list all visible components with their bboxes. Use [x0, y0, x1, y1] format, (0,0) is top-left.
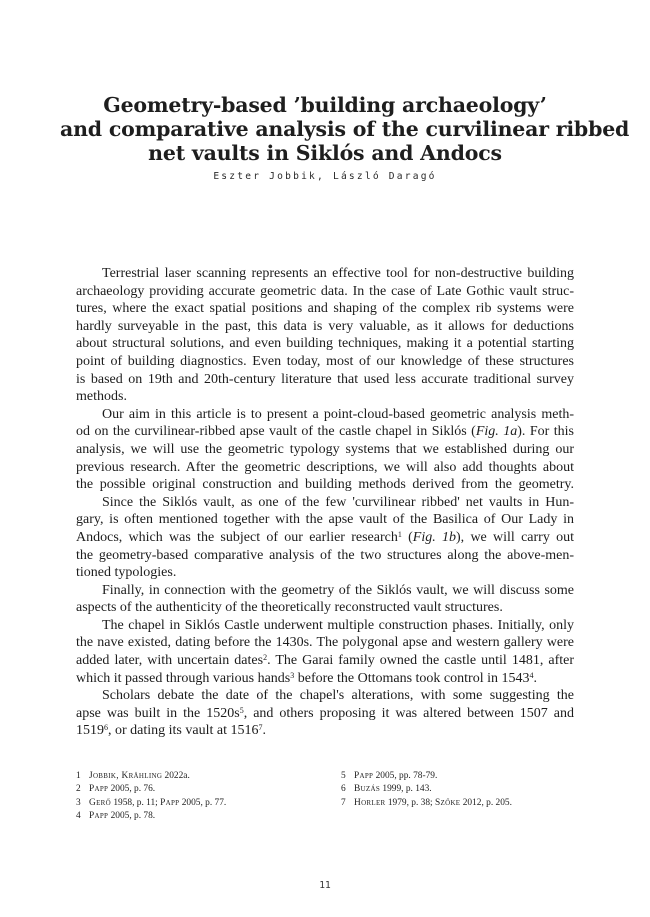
- footnote: 5 Papp 2005, pp. 78-79.: [341, 771, 438, 781]
- paragraph-3-line: Andocs, which was the subject of our earlier research$^1$ (Fig. 1b), we will carry out: [76, 529, 574, 545]
- paragraph-5-line: added later, with uncertain dates$^2$. The Garai family owned the castle until 1481, after: [76, 653, 574, 669]
- footnote-marker[interactable]: 6: [104, 723, 108, 733]
- paragraph-1-line: methods.: [76, 389, 127, 405]
- paragraph-3-line: Since the Siklós vault, as one of the few 'curvilinear ribbed' net vaults in Hun-: [102, 494, 574, 510]
- footnote: 2 Papp 2005, p. 76.: [76, 784, 156, 795]
- article-authors: Eszter Jobbik, László Daragó: [213, 171, 437, 182]
- paragraph-2-line: the possible original construction and building methods derived from the geometry.: [76, 477, 574, 493]
- figure-reference: Fig. 1b: [412, 529, 457, 545]
- figure-reference: Fig. 1a: [475, 424, 518, 440]
- footnote-marker[interactable]: 1: [397, 529, 402, 539]
- paragraph-1-line: Terrestrial laser scanning represents an effective tool for non-destructive building: [102, 266, 574, 281]
- paragraph-1-line: about structural solutions, and even building techniques, making it a potential starting: [76, 336, 574, 352]
- paragraph-3-line: tioned typologies.: [76, 565, 177, 581]
- paragraph-6-line: apse was built in the $1520s^5$, and others proposing it was altered between 1507 and: [76, 705, 575, 721]
- article-title: [60, 93, 630, 165]
- footnote-marker[interactable]: 2: [263, 653, 268, 663]
- paragraph-3-line: gary, is often mentioned together with the apse vault of the Basilica of Our Lady in: [76, 512, 574, 528]
- footnotes-right-column: [341, 770, 581, 810]
- footnote-marker[interactable]: 5: [239, 705, 244, 715]
- title-line-1: Geometry-based ’building archaeology’: [103, 93, 547, 117]
- page-number: 11: [319, 880, 331, 891]
- footnote: 1 Jobbik, Krähling 2022a.: [76, 771, 190, 781]
- title-line-2: and comparative analysis of the curvilinear ribbed: [60, 117, 630, 141]
- paragraph-2-line: Our aim in this article is to present a point-cloud-based geometric analysis meth-: [102, 406, 574, 422]
- footnote: 4 Papp 2005, p. 78.: [76, 811, 156, 822]
- paragraph-5-line: which it passed through various hands$^3$ before the Ottomans took control in 1543$^4$.: [76, 670, 537, 686]
- paragraph-3-line: the geometry-based comparative analysis of the two structures along the above-men-: [76, 547, 574, 563]
- paragraph-6-line: Scholars debate the date of the chapel's alterations, with some suggesting the: [102, 688, 574, 704]
- footnote-marker[interactable]: 7: [258, 723, 263, 733]
- paragraph-5-line: the nave existed, dating before the 1430s. The polygonal apse and western gallery were: [76, 635, 574, 651]
- footnote: 6 Buzás 1999, p. 143.: [341, 784, 432, 795]
- paragraph-2-line: previous research. After the geometric descriptions, we will also add thoughts about: [76, 459, 574, 475]
- footnotes-left-column: [76, 770, 336, 824]
- footnote: 3 Gerő 1958, p. 11; Papp 2005, p. 77.: [76, 797, 227, 808]
- paragraph-6-line: 1519$^6$, or dating its vault at 1516$^7$.: [76, 723, 266, 739]
- paragraph-4-line: aspects of the authenticity of the theoretically reconstructed vault structures.: [76, 600, 503, 616]
- paragraph-1-line: point of building diagnostics. Even today, most of our knowledge of these structures: [76, 353, 574, 369]
- footnote: 7 Horler 1979, p. 38; Szőke 2012, p. 205.: [341, 797, 512, 808]
- footnote-marker[interactable]: 4: [529, 670, 534, 680]
- paragraph-2-line: analysis, we will use the geometric typology systems that we established during our: [76, 441, 574, 457]
- title-line-3: net vaults in Siklós and Andocs: [148, 141, 502, 165]
- paragraph-1-line: tures, where the exact spatial positions and shaping of the complex rib systems were: [76, 301, 574, 317]
- body-text: [76, 265, 574, 740]
- paragraph-4-line: Finally, in connection with the geometry of the Siklós vault, we will discuss some: [102, 582, 574, 598]
- paragraph-5-line: The chapel in Siklós Castle underwent multiple construction phases. Initially, only: [102, 617, 574, 633]
- footnote-marker[interactable]: 3: [290, 670, 295, 680]
- paragraph-2-line: od on the curvilinear-ribbed apse vault of the castle chapel in Siklós (Fig. 1a). For this: [76, 424, 574, 440]
- paragraph-1-line: archaeology providing accurate geometric data. In the case of Late Gothic vault struc-: [76, 283, 574, 299]
- paragraph-1-line: is based on 19th and 20th-century literature that used less accurate traditional survey: [76, 371, 574, 387]
- paragraph-1-line: hardly surveyable in the past, this data is very valuable, as it allows for deductions: [76, 318, 574, 334]
